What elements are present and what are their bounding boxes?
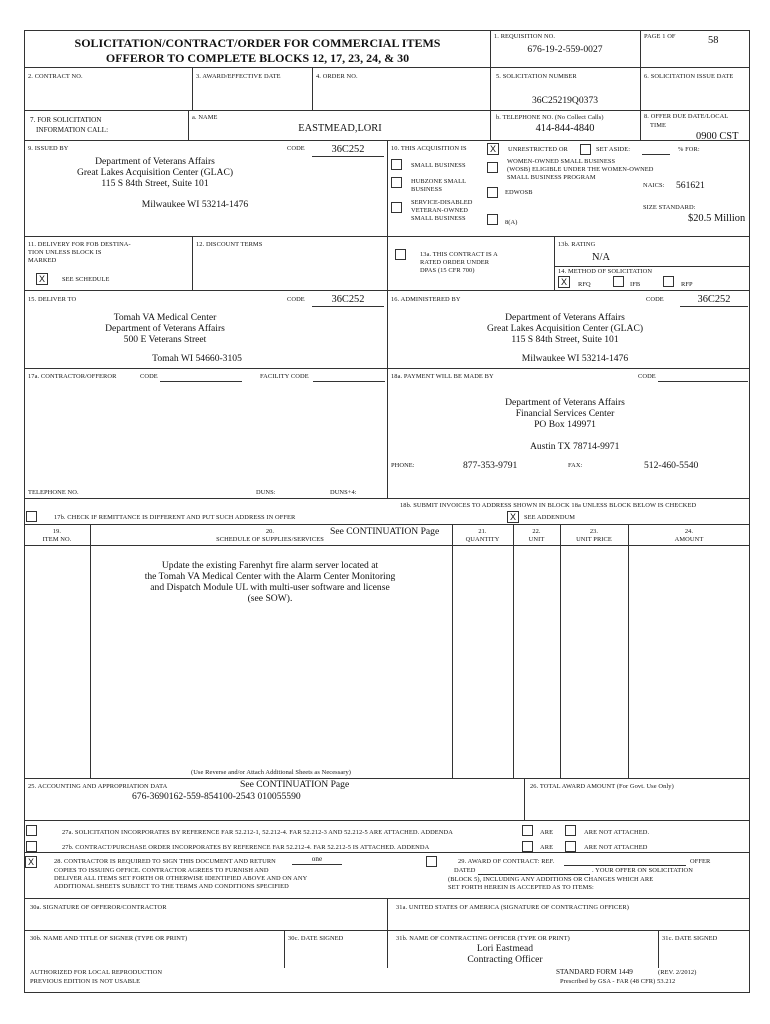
- see-schedule-checkbox[interactable]: X: [36, 273, 48, 285]
- size-standard: $20.5 Million: [688, 213, 746, 224]
- hubzone-label: HUBZONE SMALL BUSINESS: [411, 178, 467, 193]
- contract-no-label: 2. CONTRACT NO.: [28, 73, 83, 80]
- c28-checkbox[interactable]: X: [25, 856, 37, 868]
- payment-fax: 512-460-5540: [644, 460, 699, 471]
- eight-a-label: 8(A): [505, 219, 518, 226]
- page-total: 58: [708, 35, 719, 46]
- info-call-label-2: INFORMATION CALL:: [36, 126, 109, 134]
- payment-fax-label: FAX:: [568, 462, 583, 469]
- c28-body: COPIES TO ISSUING OFFICE. CONTRACTOR AGREES TO FURNISH AND DELIVER ALL ITEMS SET FORTH OR OTHERWISE IDENTIFIED ABOVE AND ON ANY ADDITIONAL SHEETS SUBJECT TO THE TERMS AND CONDITIONS SPECIFIED: [54, 867, 308, 890]
- req-no-label: 1. REQUISITION NO.: [494, 33, 556, 40]
- sig-30c-label: 30c. DATE SIGNED: [288, 935, 344, 942]
- hubzone-checkbox[interactable]: [391, 177, 402, 188]
- deliver-to-label: 15. DELIVER TO: [28, 296, 77, 303]
- c27a-label: 27a. SOLICITATION INCORPORATES BY REFERENCE FAR 52.212-1, 52.212-4. FAR 52.212-3 AND 52.212-5 ARE ATTACHED. ADDENDA: [62, 829, 453, 836]
- accounting-label: 25. ACCOUNTING AND APPROPRIATION DATA: [28, 783, 168, 790]
- rfp-label: RFP: [681, 281, 693, 288]
- accounting-continuation: See CONTINUATION Page: [240, 779, 350, 790]
- award-date-label: 3. AWARD/EFFECTIVE DATE: [196, 73, 281, 80]
- sig-31a-label: 31a. UNITED STATES OF AMERICA (SIGNATURE OF CONTRACTING OFFICER): [396, 904, 629, 911]
- offer-due: 0900 CST: [696, 131, 739, 142]
- deliver-to-city: Tomah WI 54660-3105: [152, 353, 242, 364]
- issued-by-address: Department of Veterans Affairs Great Lakes Acquisition Center (GLAC) 115 S 84th Street, Suite 101: [76, 156, 234, 189]
- ifb-checkbox[interactable]: [613, 276, 624, 287]
- deliver-to-address: Tomah VA Medical Center Department of Veterans Affairs 500 E Veterans Street: [105, 312, 225, 345]
- c29-line1: 29. AWARD OF CONTRACT: REF.: [458, 858, 555, 865]
- wosb-label: WOMEN-OWNED SMALL BUSINESS (WOSB) ELIGIBLE UNDER THE WOMEN-OWNED SMALL BUSINESS PROGRAM: [507, 158, 654, 181]
- c27b-are-not-checkbox[interactable]: [565, 841, 576, 852]
- small-business-checkbox[interactable]: [391, 159, 402, 170]
- rated-order-checkbox[interactable]: [395, 249, 406, 260]
- pct-for-label: % FOR:: [678, 146, 700, 153]
- remittance-label: 17b. CHECK IF REMITTANCE IS DIFFERENT AND PUT SUCH ADDRESS IN OFFER: [54, 514, 296, 521]
- req-no: 676-19-2-559-0027: [527, 44, 603, 55]
- administered-by-label: 16. ADMINISTERED BY: [391, 296, 461, 303]
- rating-value: N/A: [592, 252, 610, 263]
- c27a-are-checkbox[interactable]: [522, 825, 533, 836]
- solicitation-no-label: 5. SOLICITATION NUMBER: [496, 73, 577, 80]
- rfq-label: RFQ: [578, 281, 591, 288]
- administered-by-code-label: CODE: [646, 296, 664, 303]
- sig-31b-label: 31b. NAME OF CONTRACTING OFFICER (TYPE OR PRINT): [396, 935, 570, 942]
- order-no-label: 4. ORDER NO.: [316, 73, 358, 80]
- facility-code-label: FACILITY CODE: [260, 373, 309, 380]
- phone-label: b. TELEPHONE NO. (No Collect Calls): [496, 114, 604, 121]
- footer-form-number: STANDARD FORM 1449: [556, 968, 633, 976]
- size-standard-label: SIZE STANDARD:: [643, 204, 696, 211]
- c28-copies: one: [292, 855, 342, 865]
- footer-prescribed: Prescribed by GSA - FAR (48 CFR) 53.212: [560, 978, 676, 985]
- schedule-continuation: See CONTINUATION Page: [330, 526, 440, 537]
- officer-name: Lori Eastmead: [476, 943, 534, 954]
- col-unit-price: 23. UNIT PRICE: [576, 528, 612, 543]
- due-label-1: 8. OFFER DUE DATE/LOCAL: [644, 113, 729, 120]
- unrestricted-checkbox[interactable]: X: [487, 143, 499, 155]
- contact-name: EASTMEAD,LORI: [298, 123, 382, 134]
- sdvosb-checkbox[interactable]: [391, 202, 402, 213]
- sig-31c-label: 31c. DATE SIGNED: [662, 935, 718, 942]
- delivery-label: 11. DELIVERY FOR FOB DESTINA- TION UNLESS BLOCK IS MARKED: [28, 241, 131, 264]
- c29-body: (BLOCK 5), INCLUDING ANY ADDITIONS OR CHANGES WHICH ARE SET FORTH HEREIN IS ACCEPTED AS TO ITEMS:: [448, 876, 654, 891]
- remittance-checkbox[interactable]: [26, 511, 37, 522]
- issued-by-code: 36C252: [312, 144, 384, 157]
- contractor-label: 17a. CONTRACTOR/OFFEROR: [28, 373, 117, 380]
- footer-revision: (REV. 2/2012): [658, 969, 697, 976]
- solicitation-no: 36C25219Q0373: [531, 95, 599, 106]
- duns-label: DUNS:: [256, 489, 276, 496]
- col-unit: 22. UNIT: [528, 528, 545, 543]
- issued-by-label: 9. ISSUED BY: [28, 145, 69, 152]
- rfp-checkbox[interactable]: [663, 276, 674, 287]
- item-description: Update the existing Farenhyt fire alarm server located at the Tomah VA Medical Center with the Alarm Center Monitoring and Dispatch Module UL with multi-user software and license (see SOW).: [144, 560, 396, 604]
- telephone-label: TELEPHONE NO.: [28, 489, 79, 496]
- deliver-to-code-label: CODE: [287, 296, 305, 303]
- payment-city: Austin TX 78714-9971: [530, 441, 620, 452]
- c27b-label: 27b. CONTRACT/PURCHASE ORDER INCORPORATES BY REFERENCE FAR 52.212-4. FAR 52.212-5 IS ATTACHED. ADDENDA: [62, 844, 430, 851]
- c27b-are-not: ARE NOT ATTACHED: [584, 844, 648, 851]
- c29-dated: DATED: [454, 867, 476, 874]
- info-call-label-1: 7. FOR SOLICITATION: [30, 116, 102, 124]
- c29-checkbox[interactable]: [426, 856, 437, 867]
- c29-offer: OFFER: [690, 858, 711, 865]
- page-label: PAGE 1 OF: [644, 33, 676, 40]
- c29-your-offer: . YOUR OFFER ON SOLICITATION: [592, 867, 693, 874]
- wosb-checkbox[interactable]: [487, 162, 498, 173]
- small-business-label: SMALL BUSINESS: [411, 162, 466, 169]
- issued-by-city: Milwaukee WI 53214-1476: [141, 199, 249, 210]
- issued-by-code-label: CODE: [287, 145, 305, 152]
- c27b-are-checkbox[interactable]: [522, 841, 533, 852]
- c27a-are-not-checkbox[interactable]: [565, 825, 576, 836]
- sig-30a-label: 30a. SIGNATURE OF OFFEROR/CONTRACTOR: [30, 904, 167, 911]
- sdvosb-label: SERVICE-DISABLED VETERAN-OWNED SMALL BUSINESS: [411, 199, 473, 222]
- administered-by-address: Department of Veterans Affairs Great Lakes Acquisition Center (GLAC) 115 S 84th Street, Suite 101: [486, 312, 644, 345]
- ifb-label: IFB: [630, 281, 641, 288]
- payment-label: 18a. PAYMENT WILL BE MADE BY: [391, 373, 494, 380]
- footer-left-2: PREVIOUS EDITION IS NOT USABLE: [30, 978, 141, 985]
- c28-line1: 28. CONTRACTOR IS REQUIRED TO SIGN THIS DOCUMENT AND RETURN: [54, 858, 276, 865]
- eight-a-checkbox[interactable]: [487, 214, 498, 225]
- col-item-no: 19. ITEM NO.: [42, 528, 72, 543]
- name-label: a. NAME: [192, 114, 218, 121]
- edwosb-checkbox[interactable]: [487, 187, 498, 198]
- payment-phone: 877-353-9791: [463, 460, 518, 471]
- c27a-are: ARE: [540, 829, 554, 836]
- total-award-label: 26. TOTAL AWARD AMOUNT (For Govt. Use Only): [530, 783, 674, 790]
- naics-label: NAICS:: [643, 182, 665, 189]
- col-quantity: 21. QUANTITY: [465, 528, 500, 543]
- edwosb-label: EDWOSB: [505, 189, 533, 196]
- unrestricted-label: UNRESTRICTED OR: [508, 146, 568, 153]
- officer-title: Contracting Officer: [467, 954, 543, 965]
- see-addendum-label: SEE ADDENDUM: [524, 514, 576, 521]
- form-title-line2: OFFEROR TO COMPLETE BLOCKS 12, 17, 23, 24, & 30: [105, 51, 410, 65]
- accounting-data: 676-3690162-559-854100-2543 010055590: [132, 791, 301, 802]
- method-label: 14. METHOD OF SOLICITATION: [558, 268, 653, 275]
- contact-phone: 414-844-4840: [535, 123, 595, 134]
- administered-by-code: 36C252: [680, 294, 748, 307]
- col-amount: 24. AMOUNT: [674, 528, 704, 543]
- set-aside-label: SET ASIDE:: [596, 146, 631, 153]
- see-schedule-label: SEE SCHEDULE: [62, 276, 110, 283]
- col-supplies: 20. SCHEDULE OF SUPPLIES/SERVICES: [216, 528, 324, 543]
- acquisition-label: 10. THIS ACQUISITION IS: [391, 145, 467, 152]
- duns4-label: DUNS+4:: [330, 489, 357, 496]
- sig-30b-label: 30b. NAME AND TITLE OF SIGNER (TYPE OR PRINT): [30, 935, 188, 942]
- due-label-2: TIME: [650, 122, 667, 129]
- footer-left-1: AUTHORIZED FOR LOCAL REPRODUCTION: [30, 969, 163, 976]
- rating-label: 13b. RATING: [558, 241, 596, 248]
- payment-code-label: CODE: [638, 373, 656, 380]
- rfq-checkbox[interactable]: X: [558, 276, 570, 288]
- payment-address: Department of Veterans Affairs Financial Services Center PO Box 149971: [505, 397, 625, 430]
- reverse-note: (Use Reverse and/or Attach Additional Sheets as Necessary): [190, 769, 352, 776]
- form-title-line1: SOLICITATION/CONTRACT/ORDER FOR COMMERCIAL ITEMS: [74, 36, 441, 50]
- c27b-checkbox[interactable]: [26, 841, 37, 852]
- c27a-are-not: ARE NOT ATTACHED.: [584, 829, 650, 836]
- contractor-code-label: CODE: [140, 373, 158, 380]
- naics-code: 561621: [676, 180, 705, 191]
- deliver-to-code: 36C252: [312, 294, 384, 307]
- payment-phone-label: PHONE:: [391, 462, 415, 469]
- set-aside-checkbox[interactable]: [580, 144, 591, 155]
- discount-terms-label: 12. DISCOUNT TERMS: [196, 241, 263, 248]
- administered-by-city: Milwaukee WI 53214-1476: [521, 353, 629, 364]
- c27a-checkbox[interactable]: [26, 825, 37, 836]
- see-addendum-checkbox[interactable]: X: [507, 511, 519, 523]
- c27b-are: ARE: [540, 844, 554, 851]
- submit-invoices-label: 18b. SUBMIT INVOICES TO ADDRESS SHOWN IN BLOCK 18a UNLESS BLOCK BELOW IS CHECKED: [400, 502, 697, 509]
- issue-date-label: 6. SOLICITATION ISSUE DATE: [644, 73, 734, 80]
- rated-order-label: 13a. THIS CONTRACT IS A RATED ORDER UNDER DPAS (15 CFR 700): [420, 251, 498, 274]
